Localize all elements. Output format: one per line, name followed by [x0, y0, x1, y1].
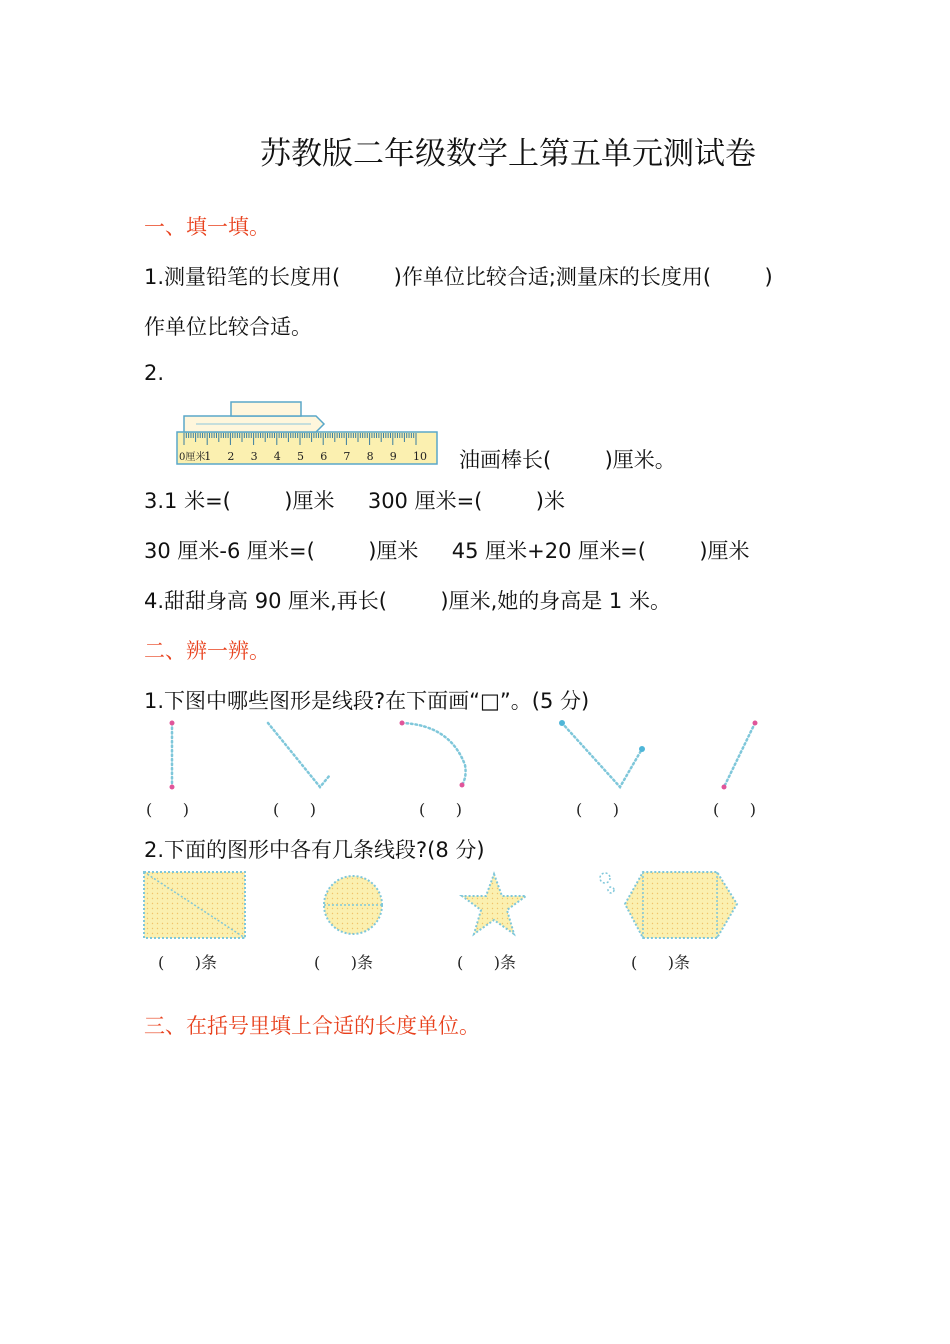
section-1-heading: 一、填一填。 [144, 215, 270, 239]
question-1-3-line-1: 3.1 米=( )厘米 300 厘米=( )米 [144, 489, 565, 513]
figure-ray-bend [268, 723, 330, 787]
ruler-number: 5 [297, 450, 304, 463]
answer-blank-1[interactable]: ( ) [146, 800, 189, 819]
section-3-heading: 三、在括号里填上合适的长度单位。 [144, 1014, 480, 1038]
shape-figures [140, 866, 750, 946]
question-1-1-line-2: 作单位比较合适。 [144, 315, 312, 339]
section-2-heading: 二、辨一辨。 [144, 639, 270, 663]
ruler-number: 10 [413, 450, 427, 463]
answer-blank-5[interactable]: ( ) [713, 800, 756, 819]
hexagon-shape [625, 872, 737, 938]
ruler-number: 2 [227, 450, 235, 463]
figure-angle [562, 723, 642, 787]
ruler-illustration [176, 394, 438, 466]
count-blank-2[interactable]: ( )条 [314, 953, 374, 972]
question-2-1: 1.下图中哪些图形是线段?在下面画“□”。(5 分) [144, 689, 590, 713]
figure-curve [402, 723, 466, 785]
answer-blank-2[interactable]: ( ) [273, 800, 316, 819]
page-title: 苏教版二年级数学上第五单元测试卷 [260, 136, 756, 172]
endpoint-dot [460, 783, 465, 788]
ruler-unit-label: 0厘米 [179, 452, 206, 463]
endpoint-dot [170, 721, 175, 726]
star-endpoint [639, 746, 645, 752]
endpoint-dot [753, 721, 758, 726]
star-shape [462, 874, 526, 934]
line-figures [140, 715, 780, 795]
ruler-number: 3 [250, 450, 258, 463]
question-1-2-number: 2. [144, 361, 165, 385]
count-blank-4[interactable]: ( )条 [631, 953, 691, 972]
question-1-4: 4.甜甜身高 90 厘米,再长( )厘米,她的身高是 1 米。 [144, 589, 671, 613]
endpoint-dot [722, 785, 727, 790]
question-1-2-text: 油画棒长( )厘米。 [459, 448, 676, 472]
question-1-1-line-1: 1.测量铅笔的长度用( )作单位比较合适;测量床的长度用( ) [144, 265, 773, 289]
ruler-number: 4 [273, 450, 281, 463]
answer-blank-3[interactable]: ( ) [419, 800, 462, 819]
ruler-number: 6 [320, 450, 328, 463]
endpoint-dot [170, 785, 175, 790]
ruler-number: 8 [366, 450, 374, 463]
answer-blank-4[interactable]: ( ) [576, 800, 619, 819]
ruler-number: 7 [343, 450, 351, 463]
ruler-number: 9 [389, 450, 397, 463]
question-1-3-line-2: 30 厘米-6 厘米=( )厘米 45 厘米+20 厘米=( )厘米 [144, 539, 750, 563]
endpoint-dot [400, 721, 405, 726]
figure-slanted-segment [724, 723, 755, 787]
bubble-small [608, 887, 614, 893]
count-blank-1[interactable]: ( )条 [158, 953, 218, 972]
question-2-2: 2.下面的图形中各有几条线段?(8 分) [144, 838, 485, 862]
bubble-large [600, 873, 610, 883]
count-blank-3[interactable]: ( )条 [457, 953, 517, 972]
star-endpoint [559, 720, 565, 726]
ruler-number: 1 [204, 450, 212, 463]
crayon [184, 402, 324, 432]
